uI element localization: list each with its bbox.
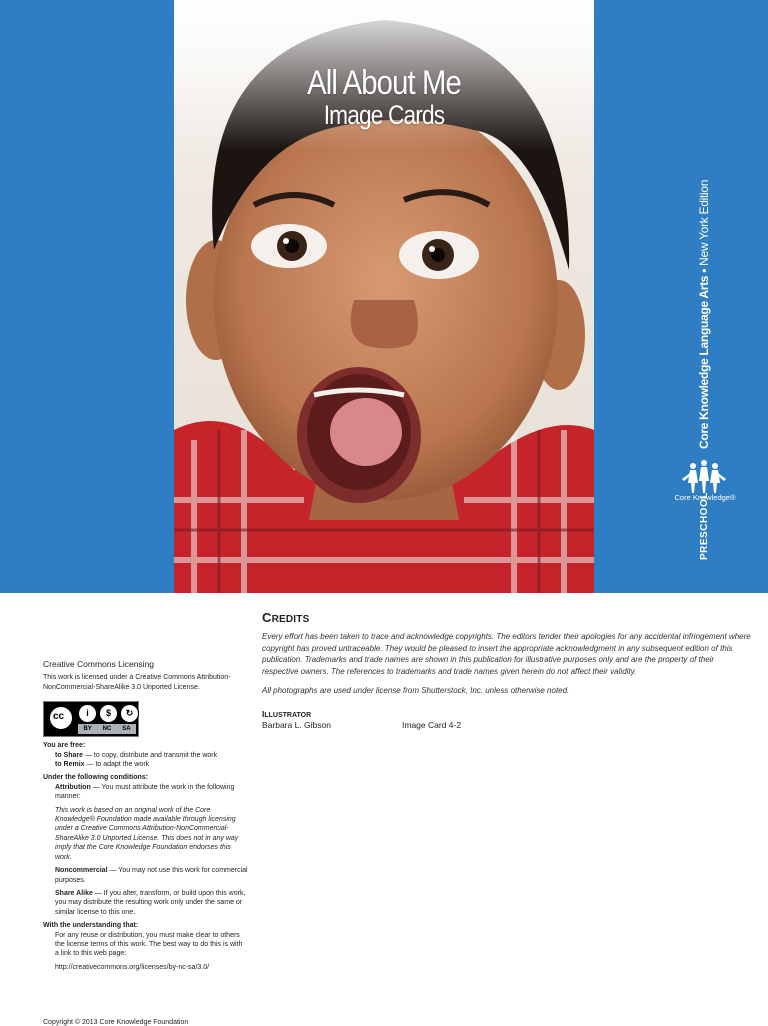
attribution-text: — You must attribute the work in the following manner:: [55, 783, 235, 801]
understanding-text: For any reuse or distribution, you must make clear to others the license terms of this work. The best way to do this is with a link to this web page:: [55, 931, 243, 958]
credits-paragraph-1: Every effort has been taken to trace and acknowledge copyrights. The editors tender their apologies for any accidental infringement where copyright has proved untraceable. They would be pleased to insert the appropriate acknowledgment in any subsequent edition of this publication. Trademarks and trade names are shown in this publication for illustrative purposes only and are the property of their respective owners. The references to trademarks and trade names given herein do not affect their validity.: [262, 632, 751, 676]
sharealike-icon: ↻: [120, 704, 139, 723]
sharealike-condition: [55, 889, 248, 917]
share-term: to Share: [55, 751, 84, 759]
attribution-icon: i: [78, 704, 97, 723]
illustrator-row: [262, 720, 752, 730]
conditions-heading: Under the following conditions:: [43, 774, 148, 782]
remix-term: to Remix: [55, 761, 85, 769]
cc-icon: cc: [48, 705, 74, 731]
licensing-section: [43, 660, 248, 972]
illustrator-card: Image Card 4-2: [402, 719, 462, 730]
noncommercial-text: — You may not use this work for commercial purposes.: [55, 867, 248, 884]
license-url-link[interactable]: http://creativecommons.org/licenses/by-nc-sa/3.0/: [55, 963, 210, 971]
understanding-heading: With the understanding that:: [43, 922, 139, 930]
illustrator-heading-rest: LLUSTRATOR: [264, 711, 312, 719]
credits-heading: [262, 610, 752, 625]
remix-permission: [55, 760, 248, 769]
illustrator-heading-initial: I: [262, 708, 265, 719]
share-permission: [55, 751, 248, 760]
attribution-condition: [55, 783, 248, 802]
noncommercial-condition: [55, 866, 248, 885]
share-text: — to copy, distribute and transmit the work: [83, 751, 218, 759]
credits-heading-rest: REDITS: [271, 614, 310, 625]
sharealike-text: — If you alter, transform, or build upon this work, you may distribute the resulting work only under the same or similar license to this one.: [55, 889, 246, 916]
spine-edition: New York Edition: [697, 179, 711, 266]
spine-separator: •: [697, 265, 711, 276]
cover-subtitle: Image Cards: [323, 100, 445, 130]
attribution-term: Attribution: [55, 783, 91, 791]
level-label: PRESCHOOL: [699, 492, 710, 560]
sharealike-term: Share Alike: [55, 889, 93, 897]
illustrator-name: Barbara L. Gibson: [262, 719, 331, 730]
credits-section: [262, 610, 752, 730]
illustrator-heading: [262, 709, 752, 719]
remix-text: — to adapt the work: [84, 761, 150, 769]
credits-paragraph-2: All photographs are used under license from Shutterstock, Inc. unless otherwise noted.: [262, 686, 570, 695]
badge-label-nc: NC: [102, 726, 112, 733]
spine-series-name: Core Knowledge Language Arts: [697, 275, 711, 449]
licensing-intro: This work is licensed under a Creative Commons Attribution-NonCommercial-ShareAlike 3.0 Unported License.: [43, 674, 231, 691]
spine-series-title: [697, 180, 711, 449]
noncommercial-icon: $: [99, 704, 118, 723]
badge-label-sa: SA: [122, 726, 131, 733]
free-heading: You are free:: [43, 742, 86, 750]
attribution-note: This work is based on an original work of the Core Knowledge® Foundation made available through licensing under a Creative Commons Attribution-NonCommercial-ShareAlike 3.0 Unported License. This does not in any way imply that the Core Knowledge Foundation endorses this work.: [55, 806, 239, 861]
credits-heading-initial: C: [262, 610, 272, 625]
cc-license-badge: [43, 701, 139, 737]
cover-title: All About Me: [307, 64, 461, 102]
core-knowledge-logo-label: Core Knowledge®: [674, 493, 736, 502]
noncommercial-term: Noncommercial: [55, 867, 108, 875]
copyright-notice: Copyright © 2013 Core Knowledge Foundation: [43, 1019, 189, 1026]
licensing-heading: Creative Commons Licensing: [43, 659, 155, 669]
badge-label-by: BY: [83, 726, 92, 733]
